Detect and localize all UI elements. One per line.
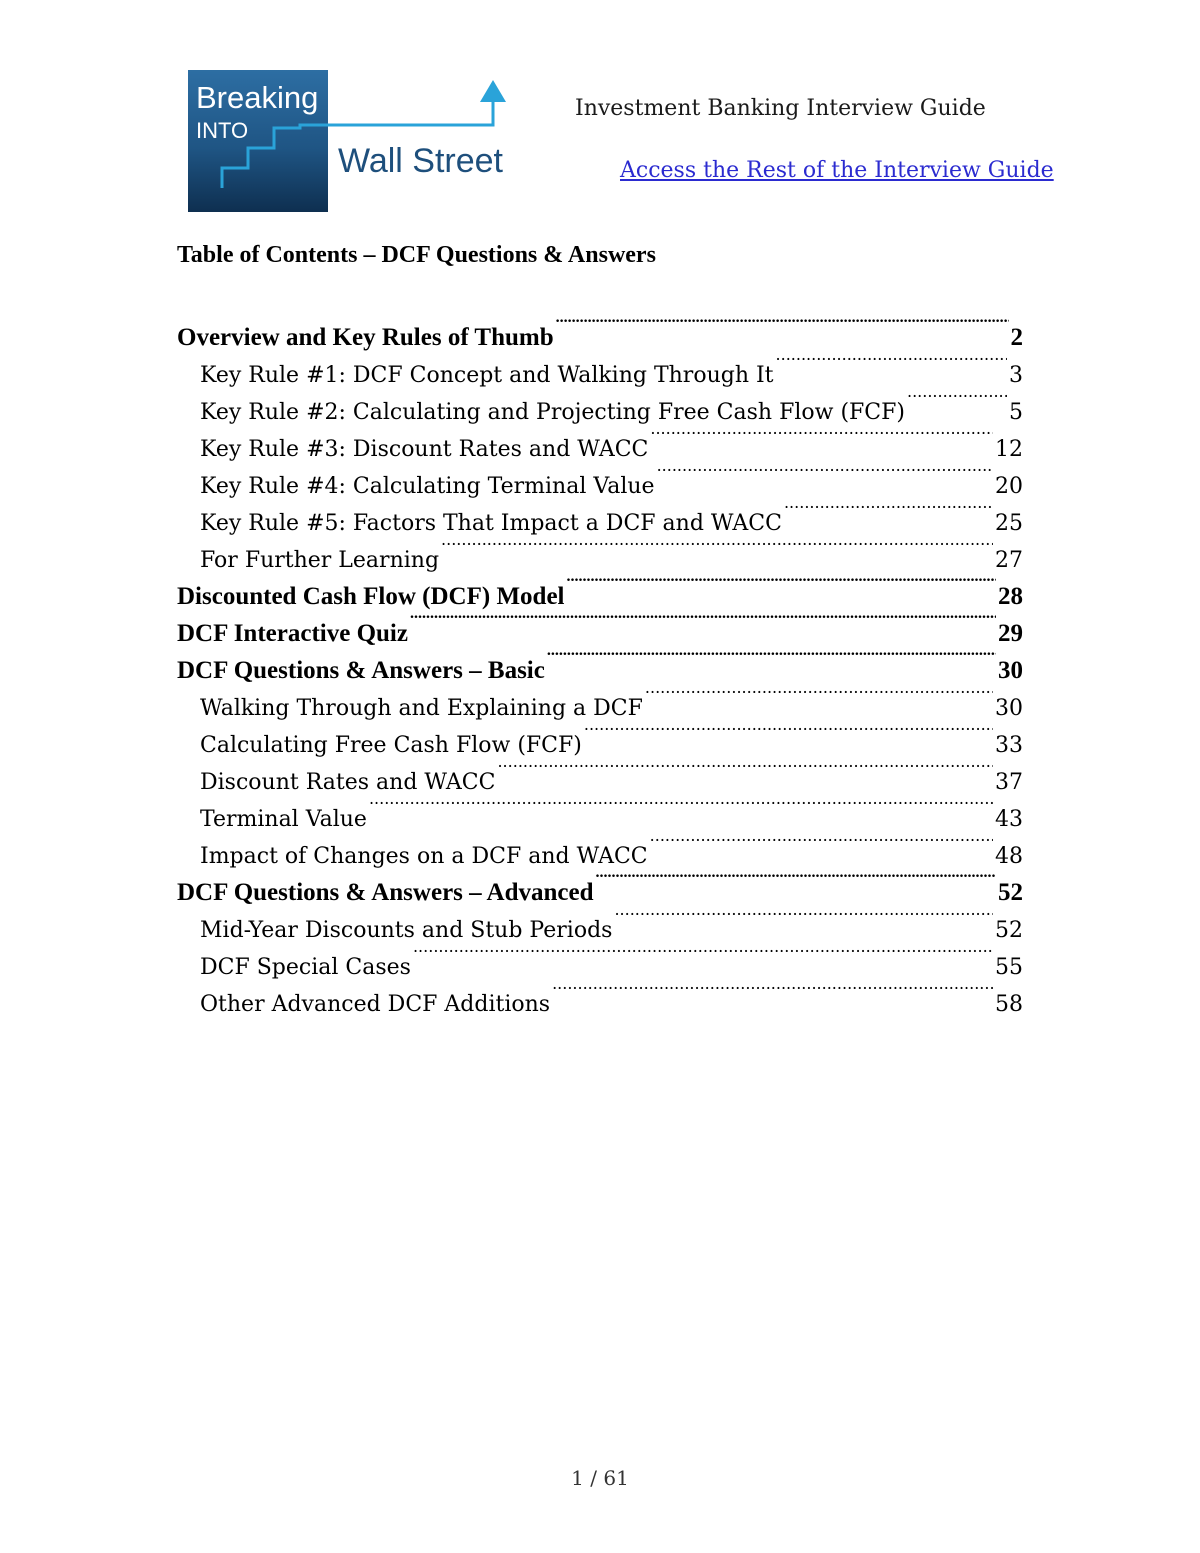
dot-leader bbox=[784, 493, 993, 530]
toc-entry[interactable] bbox=[177, 308, 1023, 351]
toc-entry-page: 48 bbox=[995, 844, 1023, 869]
logo-line2: INTO bbox=[196, 118, 249, 143]
dot-leader bbox=[369, 789, 993, 826]
dot-leader bbox=[595, 863, 996, 900]
toc-entry-label: DCF Questions & Answers – Advanced bbox=[177, 879, 594, 906]
dot-leader bbox=[584, 715, 993, 752]
dot-leader bbox=[614, 900, 993, 937]
toc-entry-label: Key Rule #2: Calculating and Projecting Free Cash Flow (FCF) bbox=[200, 400, 905, 425]
dot-leader bbox=[657, 456, 993, 493]
dot-leader bbox=[776, 345, 1007, 382]
toc-entry-label: For Further Learning bbox=[200, 548, 440, 573]
toc-title: Table of Contents – DCF Questions & Answers bbox=[177, 242, 656, 268]
dot-leader bbox=[650, 419, 993, 456]
toc-entry-page: 29 bbox=[998, 620, 1023, 647]
toc-entry-page: 28 bbox=[998, 583, 1023, 610]
dot-leader bbox=[556, 308, 1009, 345]
toc-entry-label: Key Rule #3: Discount Rates and WACC bbox=[200, 437, 649, 462]
toc-entry-label: Walking Through and Explaining a DCF bbox=[200, 696, 643, 721]
toc-entry-label: DCF Special Cases bbox=[200, 955, 411, 980]
dot-leader bbox=[650, 826, 993, 863]
toc-entry-label: Calculating Free Cash Flow (FCF) bbox=[200, 733, 582, 758]
arrow-up-icon bbox=[480, 80, 506, 102]
logo-line1: Breaking bbox=[196, 80, 319, 115]
toc-entry-page: 52 bbox=[995, 918, 1023, 943]
toc-entry-page: 20 bbox=[995, 474, 1023, 499]
table-of-contents bbox=[177, 308, 1023, 1017]
access-guide-link[interactable]: Access the Rest of the Interview Guide bbox=[620, 158, 1054, 183]
toc-entry-label: Mid-Year Discounts and Stub Periods bbox=[200, 918, 613, 943]
toc-entry-page: 37 bbox=[995, 770, 1023, 795]
dot-leader bbox=[907, 382, 1007, 419]
toc-entry-page: 12 bbox=[995, 437, 1023, 462]
breaking-into-wall-street-logo bbox=[188, 70, 516, 212]
logo-line3: Wall Street bbox=[338, 142, 504, 180]
toc-entry-page: 2 bbox=[1010, 324, 1023, 351]
toc-entry-page: 30 bbox=[995, 696, 1023, 721]
toc-entry-label: Key Rule #5: Factors That Impact a DCF and WACC bbox=[200, 511, 782, 536]
dot-leader bbox=[410, 604, 996, 641]
toc-entry-label: DCF Interactive Quiz bbox=[177, 620, 408, 647]
toc-entry-label: Impact of Changes on a DCF and WACC bbox=[200, 844, 648, 869]
toc-entry-label: Other Advanced DCF Additions bbox=[200, 992, 551, 1017]
toc-entry-page: 52 bbox=[998, 879, 1023, 906]
toc-entry-page: 58 bbox=[995, 992, 1023, 1017]
toc-entry-label: DCF Questions & Answers – Basic bbox=[177, 657, 545, 684]
toc-entry-page: 55 bbox=[995, 955, 1023, 980]
toc-entry-label: Key Rule #1: DCF Concept and Walking Through It bbox=[200, 363, 774, 388]
toc-entry-page: 27 bbox=[995, 548, 1023, 573]
toc-entry-page: 30 bbox=[998, 657, 1023, 684]
toc-entry-page: 5 bbox=[1009, 400, 1023, 425]
toc-entry-page: 33 bbox=[995, 733, 1023, 758]
toc-entry-page: 3 bbox=[1009, 363, 1023, 388]
toc-entry-label: Terminal Value bbox=[200, 807, 367, 832]
toc-entry-label: Key Rule #4: Calculating Terminal Value bbox=[200, 474, 655, 499]
toc-entry-page: 43 bbox=[995, 807, 1023, 832]
toc-entry-label: Overview and Key Rules of Thumb bbox=[177, 324, 554, 351]
dot-leader bbox=[497, 752, 993, 789]
dot-leader bbox=[567, 567, 997, 604]
page-indicator: 1 / 61 bbox=[571, 1466, 629, 1490]
guide-title: Investment Banking Interview Guide bbox=[575, 96, 986, 121]
dot-leader bbox=[441, 530, 993, 567]
dot-leader bbox=[413, 937, 993, 974]
dot-leader bbox=[645, 678, 993, 715]
toc-entry-label: Discounted Cash Flow (DCF) Model bbox=[177, 583, 565, 610]
dot-leader bbox=[552, 974, 993, 1011]
toc-entry-label: Discount Rates and WACC bbox=[200, 770, 496, 795]
dot-leader bbox=[547, 641, 996, 678]
toc-entry-page: 25 bbox=[995, 511, 1023, 536]
